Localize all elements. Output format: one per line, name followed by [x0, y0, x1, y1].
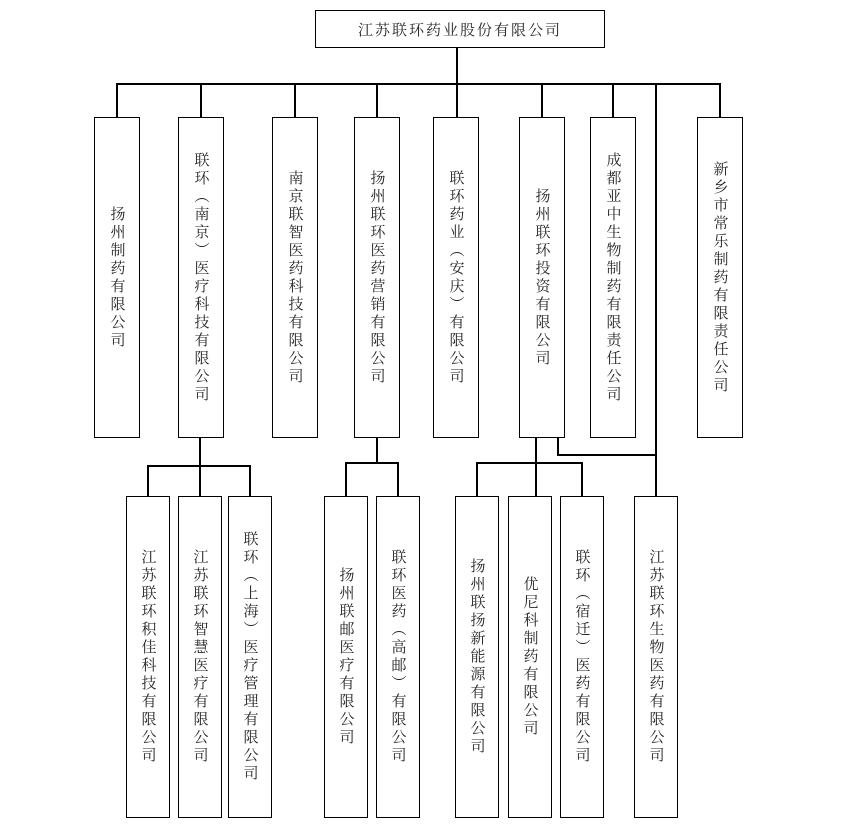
- connector-line: [719, 83, 721, 118]
- connector-line: [535, 438, 537, 496]
- parent-company-box: [315, 10, 605, 48]
- sub-subsidiary-name: 优尼科制药有限公司: [521, 576, 540, 738]
- sub-subsidiary-box: [126, 496, 170, 818]
- connector-line: [147, 465, 149, 496]
- sub-subsidiary-name: 扬州联邮医疗有限公司: [337, 567, 356, 747]
- subsidiary-name: 成都亚中生物制药有限责任公司: [604, 151, 623, 404]
- subsidiary-name: 扬州联环医药营销有限公司: [368, 169, 387, 386]
- connector-line: [116, 83, 721, 85]
- connector-line: [345, 462, 398, 464]
- subsidiary-name: 扬州联环投资有限公司: [533, 187, 552, 368]
- subsidiary-box: [590, 117, 636, 438]
- subsidiary-name: 扬州制药有限公司: [108, 205, 127, 350]
- sub-subsidiary-name: 联环医药（高邮）有限公司: [389, 549, 408, 765]
- connector-line: [345, 462, 347, 496]
- sub-subsidiary-box: [560, 496, 604, 818]
- connector-line: [557, 438, 559, 455]
- sub-subsidiary-box: [508, 496, 552, 818]
- connector-line: [294, 83, 296, 118]
- connector-line: [557, 454, 657, 456]
- connector-line: [147, 465, 251, 467]
- connector-line: [376, 438, 378, 463]
- subsidiary-box: [433, 117, 479, 438]
- sub-subsidiary-name: 联环（宿迁）医药有限公司: [573, 549, 592, 765]
- sub-subsidiary-name: 江苏联环生物医药有限公司: [647, 549, 666, 765]
- connector-line: [612, 83, 614, 118]
- sub-subsidiary-name: 江苏联环智慧医疗有限公司: [191, 549, 210, 765]
- subsidiary-box: [94, 117, 140, 438]
- connector-line: [581, 462, 583, 496]
- sub-subsidiary-name: 江苏联环积佳科技有限公司: [139, 549, 158, 765]
- connector-line: [397, 462, 399, 496]
- sub-subsidiary-name: 扬州联扬新能源有限公司: [468, 558, 487, 756]
- subsidiary-box: [178, 117, 224, 438]
- connector-line: [200, 83, 202, 118]
- subsidiary-name: 新乡市常乐制药有限责任公司: [711, 160, 730, 395]
- connector-line: [376, 83, 378, 118]
- subsidiary-box: [272, 117, 318, 438]
- subsidiary-box: [697, 117, 743, 438]
- connector-line: [655, 83, 657, 496]
- sub-subsidiary-box: [376, 496, 420, 818]
- sub-subsidiary-box: [634, 496, 678, 818]
- connector-line: [476, 462, 478, 496]
- connector-line: [116, 83, 118, 118]
- connector-line: [249, 465, 251, 496]
- connector-line: [476, 462, 582, 464]
- sub-subsidiary-box: [178, 496, 222, 818]
- sub-subsidiary-name: 联环（上海）医疗管理有限公司: [241, 531, 260, 783]
- subsidiary-name: 南京联智医药科技有限公司: [286, 169, 305, 386]
- parent-company-name: 江苏联环药业股份有限公司: [357, 20, 562, 39]
- sub-subsidiary-box: [455, 496, 499, 818]
- subsidiary-box: [519, 117, 565, 438]
- sub-subsidiary-box: [228, 496, 272, 818]
- connector-line: [541, 83, 543, 118]
- subsidiary-name: 联环（南京）医疗科技有限公司: [192, 151, 211, 404]
- subsidiary-name: 联环药业（安庆）有限公司: [447, 169, 466, 386]
- subsidiary-box: [354, 117, 400, 438]
- sub-subsidiary-box: [324, 496, 368, 818]
- connector-line: [199, 438, 201, 496]
